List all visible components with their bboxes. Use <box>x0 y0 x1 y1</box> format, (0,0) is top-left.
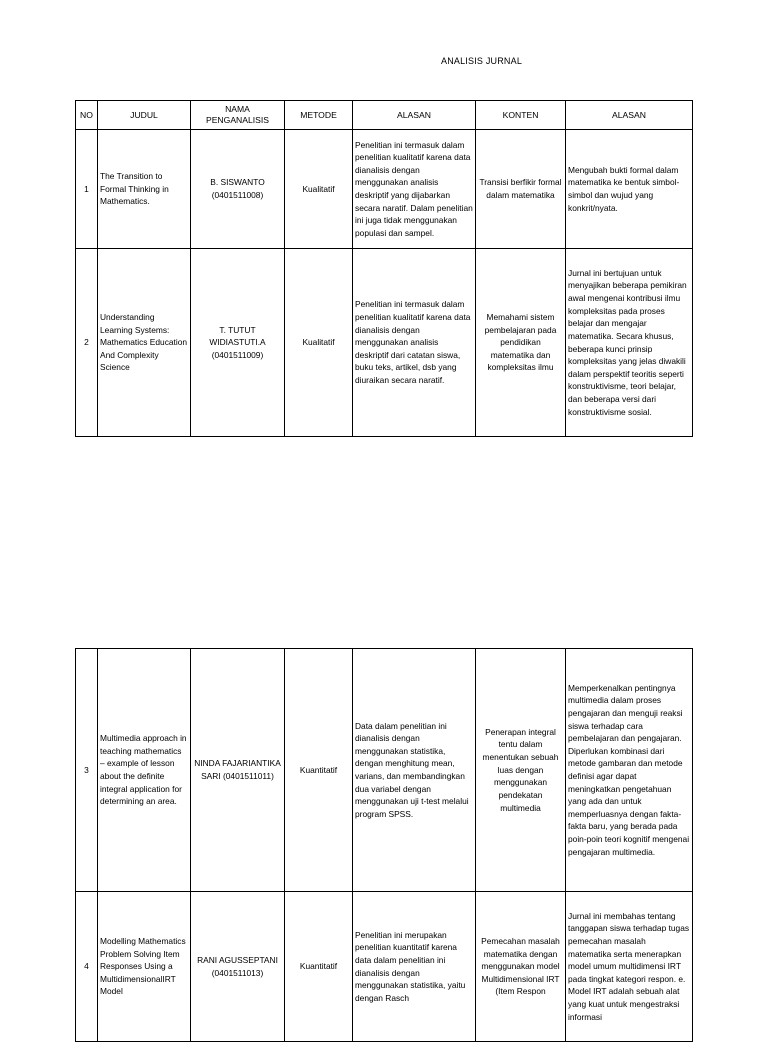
row-number: 1 <box>76 130 98 249</box>
row-alasan: Penelitian ini merupakan penelitian kuantitatif karena data dalam penelitian ini dianalisis dengan menggunakan statistika, yaitu dengan Rasch <box>353 892 476 1042</box>
row-judul: Modelling Mathematics Problem Solving Item Responses Using a MultidimensionalIRT Model <box>98 892 191 1042</box>
table-row <box>76 249 693 437</box>
analysis-table-page-1 <box>75 100 693 437</box>
row-konten: Penerapan integral tentu dalam menentukan sebuah luas dengan menggunakan pendekatan multimedia <box>476 649 566 892</box>
row-metode: Kuantitatif <box>285 892 353 1042</box>
table-row <box>76 892 693 1042</box>
row-number: 3 <box>76 649 98 892</box>
header-metode: METODE <box>285 101 353 130</box>
header-konten: KONTEN <box>476 101 566 130</box>
table-header-row <box>76 101 693 130</box>
analysis-table-page-2 <box>75 648 693 1042</box>
row-alasan: Penelitian ini termasuk dalam penelitian kualitatif karena data dianalisis dengan menggunakan analisis deskriptif dari catatan siswa, buku teks, artikel, dsb yang diuraikan secara naratif. <box>353 249 476 437</box>
row-konten: Pemecahan masalah matematika dengan menggunakan model Multidimensional IRT (Item Respon <box>476 892 566 1042</box>
header-alasan-2: ALASAN <box>566 101 693 130</box>
row-nama: NINDA FAJARIANTIKA SARI (0401511011) <box>191 649 285 892</box>
row-konten: Transisi berfikir formal dalam matematika <box>476 130 566 249</box>
row-alasan: Penelitian ini termasuk dalam penelitian kualitatif karena data dianalisis dengan menggunakan analisis deskriptif yang dijabarkan secara naratif. Dalam penelitian ini juga tidak menggunakan populasi dan sampel. <box>353 130 476 249</box>
row-alasan-2: Mengubah bukti formal dalam matematika ke bentuk simbol-simbol dan wujud yang konkrit/nyata. <box>566 130 693 249</box>
row-number: 4 <box>76 892 98 1042</box>
row-alasan: Data dalam penelitian ini dianalisis dengan menggunakan statistika, dengan menghitung mean, varians, dan membandingkan dua variabel dengan menggunakan uji t-test melalui program SPSS. <box>353 649 476 892</box>
row-number: 2 <box>76 249 98 437</box>
table-row <box>76 649 693 892</box>
row-metode: Kuantitatif <box>285 649 353 892</box>
header-nama-penganalisis: NAMA PENGANALISIS <box>191 101 285 130</box>
row-nama: B. SISWANTO (0401511008) <box>191 130 285 249</box>
row-nama: T. TUTUT WIDIASTUTI.A (0401511009) <box>191 249 285 437</box>
row-judul: Understanding Learning Systems: Mathematics Education And Complexity Science <box>98 249 191 437</box>
row-alasan-2: Jurnal ini membahas tentang tanggapan siswa terhadap tugas pemecahan masalah matematika serta menerapkan model umum multidimensi IRT pada tingkat kategori respon. e. Model IRT adalah sebuah alat yang kuat untuk mengestraksi informasi <box>566 892 693 1042</box>
header-judul: JUDUL <box>98 101 191 130</box>
row-nama: RANI AGUSSEPTANI (0401511013) <box>191 892 285 1042</box>
table-row <box>76 130 693 249</box>
row-judul: Multimedia approach in teaching mathematics – example of lesson about the definite integral application for determining an area. <box>98 649 191 892</box>
header-no: NO <box>76 101 98 130</box>
row-metode: Kualitatif <box>285 130 353 249</box>
row-konten: Memahami sistem pembelajaran pada pendidikan matematika dan kompleksitas ilmu <box>476 249 566 437</box>
row-judul: The Transition to Formal Thinking in Mathematics. <box>98 130 191 249</box>
document-title: ANALISIS JURNAL <box>441 56 523 66</box>
row-alasan-2: Memperkenalkan pentingnya multimedia dalam proses pengajaran dan menguji reaksi siswa terhadap cara pembelajaran dan pengajaran. Diperlukan kombinasi dari metode gambaran dan metode definisi agar dapat meningkatkan pengetahuan yang ada dan untuk memperluasnya dengan fakta-fakta baru, yang berada pada poin-poin teori kognitif mengenai pengajaran multimedia. <box>566 649 693 892</box>
row-alasan-2: Jurnal ini bertujuan untuk menyajikan beberapa pemikiran awal mengenai kontribusi ilmu kompleksitas pada proses belajar dan mengajar matematika. Secara khusus, beberapa kunci prinsip kompleksitas yang jelas diwakili dalam perspektif teoritis seperti konstruktivisme, teori belajar, dan beberapa versi dari konstruktivisme sosial. <box>566 249 693 437</box>
row-metode: Kualitatif <box>285 249 353 437</box>
header-alasan: ALASAN <box>353 101 476 130</box>
